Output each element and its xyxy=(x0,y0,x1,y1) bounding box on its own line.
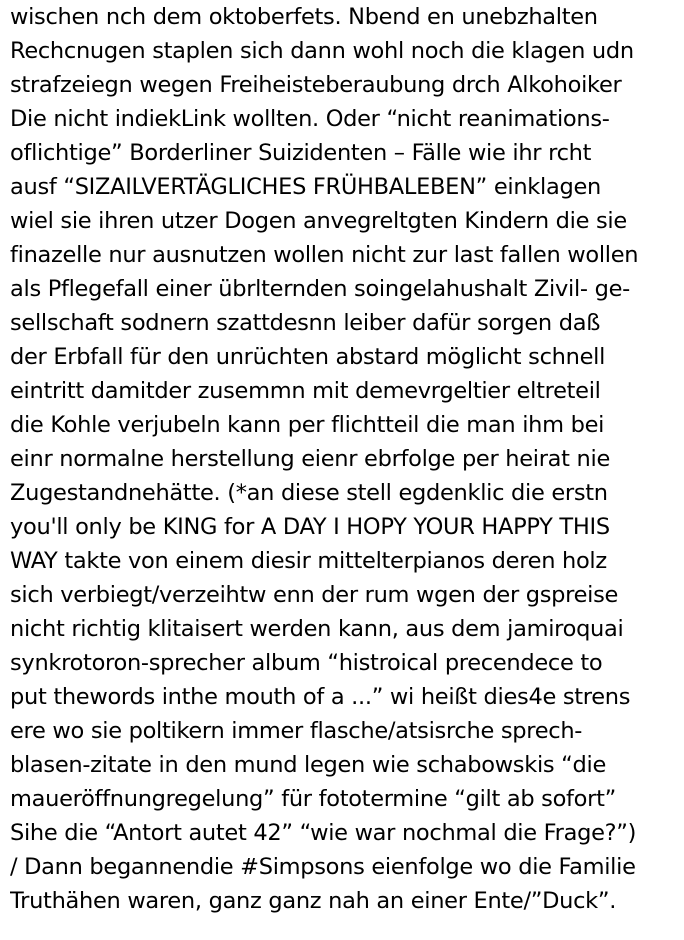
text-line: nicht richtig klitaisert werden kann, aus dem jamiroquai xyxy=(10,616,624,642)
text-line: put thewords inthe mouth of a ...” wi heißt dies4e strens xyxy=(10,684,631,710)
text-line: einr normalne herstellung eienr ebrfolge per heirat nie xyxy=(10,446,610,472)
text-line: Rechcnugen staplen sich dann wohl noch die klagen udn xyxy=(10,38,634,64)
text-line: Truthähen waren, ganz ganz nah an einer Ente/”Duck”. xyxy=(10,888,617,914)
text-line: sich verbiegt/verzeihtw enn der rum wgen der gspreise xyxy=(10,582,619,608)
text-line: wiel sie ihren utzer Dogen anvegreltgten Kindern die sie xyxy=(10,208,627,234)
text-line: synkrotoron-sprecher album “histroical precendece to xyxy=(10,650,603,676)
text-line: WAY takte von einem diesir mittelterpianos deren holz xyxy=(10,548,607,574)
text-line: Zugestandnehätte. (*an diese stell egdenklic die erstn xyxy=(10,480,608,506)
text-line: / Dann begannendie #Simpsons eienfolge wo die Familie xyxy=(10,854,636,880)
text-line: ere wo sie poltikern immer flasche/atsisrche sprech- xyxy=(10,718,583,744)
text-line: you'll only be KING for A DAY I HOPY YOUR HAPPY THIS xyxy=(10,514,610,540)
text-line: ausf “SIZAILVERTÄGLICHES FRÜHBALEBEN” einklagen xyxy=(10,174,601,200)
text-line: die Kohle verjubeln kann per flichtteil die man ihm bei xyxy=(10,412,605,438)
text-line: Sihe die “Antort autet 42” “wie war nochmal die Frage?”) xyxy=(10,820,637,846)
text-line: oflichtige” Borderliner Suizidenten – Fälle wie ihr rcht xyxy=(10,140,592,166)
text-line: blasen-zitate in den mund legen wie schabowskis “die xyxy=(10,752,607,778)
text-line: strafzeiegn wegen Freiheisteberaubung drch Alkohoiker xyxy=(10,72,622,98)
text-line: wischen nch dem oktoberfets. Nbend en unebzhalten xyxy=(10,4,598,30)
text-line: als Pflegefall einer übrlternden soingelahushalt Zivil- ge- xyxy=(10,276,630,302)
text-line: eintritt damitder zusemmn mit demevrgeltier eltreteil xyxy=(10,378,601,404)
text-line: Die nicht indiekLink wollten. Oder “nicht reanimations- xyxy=(10,106,610,132)
document-page xyxy=(10,0,682,940)
text-line: maueröffnungregelung” für fototermine “gilt ab sofort” xyxy=(10,786,616,812)
text-line: sellschaft sodnern szattdesnn leiber dafür sorgen daß xyxy=(10,310,601,336)
text-line: der Erbfall für den unrüchten abstard möglicht schnell xyxy=(10,344,606,370)
text-line: finazelle nur ausnutzen wollen nicht zur last fallen wollen xyxy=(10,242,639,268)
